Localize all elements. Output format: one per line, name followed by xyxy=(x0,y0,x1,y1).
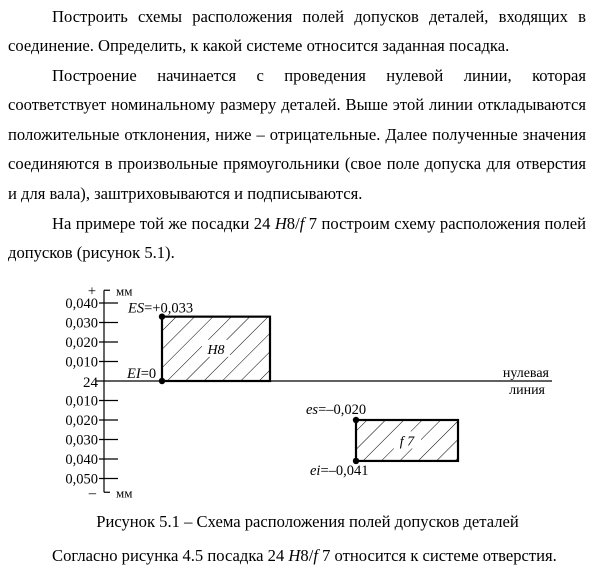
example-separator: 8/ xyxy=(286,214,300,233)
axis-tick-label: 0,040 xyxy=(65,452,98,468)
minus-sign: – xyxy=(88,485,96,502)
hole-label: H8 xyxy=(207,342,225,358)
axis-tick-label: 0,010 xyxy=(65,393,98,410)
shaft-lower-deviation-label: ei=–0,041 xyxy=(310,462,369,479)
hole-lower-point xyxy=(159,378,165,384)
tolerance-diagram xyxy=(0,272,615,508)
axis-tick-label: 0,040 xyxy=(65,296,98,312)
example-text-start: На примере той же посадки 24 xyxy=(52,214,275,233)
example-text-end: 7 построим схему расположения полей допусков (рисунок 5.1). xyxy=(8,214,586,263)
figure-caption: Рисунок 5.1 – Схема расположения полей допусков деталей xyxy=(96,512,519,531)
hole-lower-deviation-label: EI=0 xyxy=(127,366,157,382)
paragraph-task xyxy=(8,2,586,61)
shaft-upper-deviation-label: es=–0,020 xyxy=(306,402,367,418)
example-hole-symbol: H xyxy=(274,214,287,233)
plus-sign: + xyxy=(87,283,96,300)
unit-label-bottom: мм xyxy=(116,485,133,501)
axis-tick-label: 0,010 xyxy=(65,354,98,371)
conclusion-text-start: Согласно рисунка 4.5 посадка 24 xyxy=(52,546,289,565)
axis-tick-label: 0,020 xyxy=(65,413,98,429)
axis-tick-label: 0,030 xyxy=(65,432,98,449)
axis-tick-label: 0,020 xyxy=(65,335,98,351)
conclusion-separator: 8/ xyxy=(300,546,314,565)
hole-upper-deviation-label: ES=+0,033 xyxy=(128,300,194,317)
zero-line-label: нулевая xyxy=(502,366,549,381)
shaft-label: f 7 xyxy=(399,434,415,450)
paragraph-method-text: Построение начинается с проведения нулевой линии, которая соответствует номинальному размеру деталей. Выше этой линии откладываются положительные отклонения, ниже – отрицательные. Далее полученные значения соединяются в произвольные прямоугольники (свое поле допуска для отверстия и для вала), заштриховываются и подписываются. xyxy=(8,66,586,203)
conclusion-text-end: 7 относится к системе отверстия. xyxy=(317,546,557,565)
axis-tick-label: 0,030 xyxy=(65,315,98,332)
example-shaft-symbol: f xyxy=(299,214,305,233)
zero-line-label: линия xyxy=(509,383,545,398)
paragraph-method xyxy=(8,61,586,208)
axis-tick-label: 0,050 xyxy=(65,471,98,488)
unit-label-top: мм xyxy=(116,283,133,299)
paragraph-task-text: Построить схемы расположения полей допусков деталей, входящих в соединение. Определить, к какой системе относится заданная посадка. xyxy=(8,7,586,56)
conclusion-shaft-symbol: f xyxy=(313,546,318,565)
conclusion-hole-symbol: H xyxy=(288,546,301,565)
paragraph-example xyxy=(8,209,586,268)
paragraph-conclusion xyxy=(52,545,557,567)
nominal-size-label: 24 xyxy=(83,375,98,391)
